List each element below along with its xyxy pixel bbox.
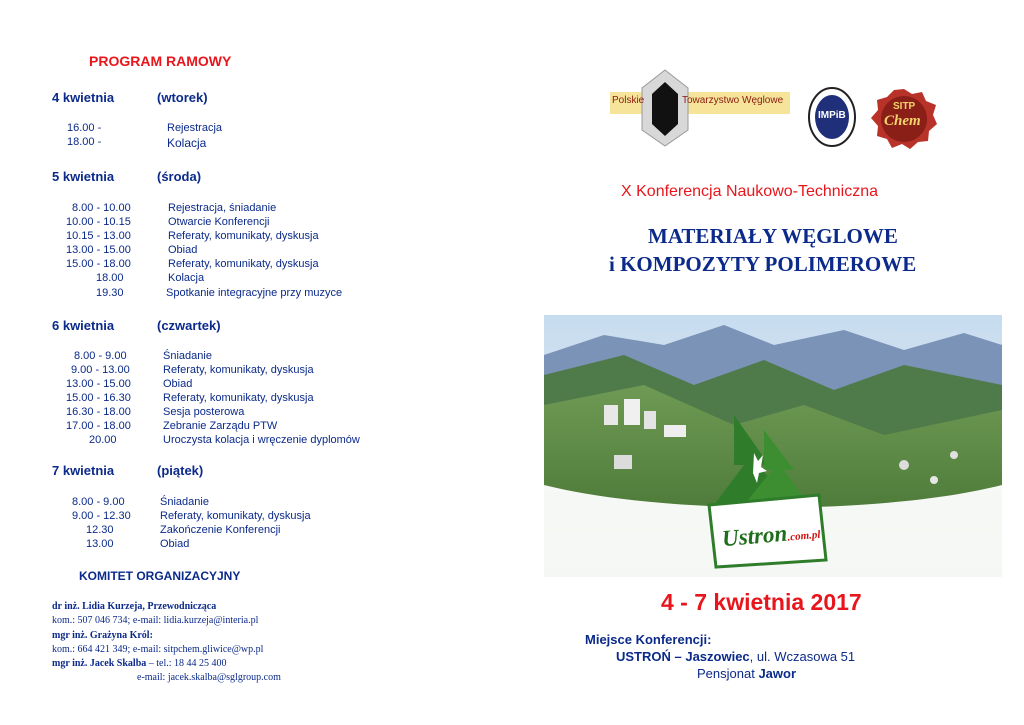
conference-title-line2: i KOMPOZYTY POLIMEROWE: [609, 252, 917, 276]
conference-subtitle: X Konferencja Naukowo-Techniczna: [621, 183, 879, 200]
day-3-date: 6 kwietnia: [52, 318, 115, 333]
impib-logo-text: IMPiB: [818, 110, 846, 121]
ptw-logo: [610, 68, 790, 148]
committee-contact: kom.: 664 421 349; e-mail: sitpchem.gliwice@wp.pl: [52, 644, 264, 655]
day-2-date: 5 kwietnia: [52, 169, 115, 184]
day-1-weekday: (wtorek): [157, 90, 208, 105]
chem-logo-text: Chem: [884, 113, 921, 129]
day-4-weekday: (piątek): [157, 463, 204, 478]
committee-member: mgr inż. Grażyna Król:: [52, 630, 153, 641]
day-3-weekday: (czwartek): [157, 318, 221, 333]
committee-contact: kom.: 507 046 734; e-mail: lidia.kurzeja@interia.pl: [52, 615, 259, 626]
day-1-date: 4 kwietnia: [52, 90, 115, 105]
program-title: PROGRAM RAMOWY: [89, 53, 232, 69]
committee-chair: dr inż. Lidia Kurzeja, Przewodnicząca: [52, 601, 217, 612]
committee-title: KOMITET ORGANIZACYJNY: [79, 569, 241, 583]
day-2-weekday: (środa): [157, 169, 202, 184]
venue-label: Miejsce Konferencji:: [585, 632, 712, 647]
ustron-badge-main: Ustron: [721, 520, 789, 552]
ustron-badge-suffix: .com.pl: [786, 528, 821, 544]
ptw-logo-text-right: Towarzystwo Węglowe: [682, 95, 784, 106]
sitp-chem-logo: [870, 88, 938, 150]
sitp-logo-text: SITP: [893, 101, 916, 112]
committee-member: mgr inż. Jacek Skalba – tel.: 18 44 25 400: [52, 658, 227, 669]
venue-guesthouse: Pensjonat Jawor: [697, 666, 797, 681]
conference-dates: 4 - 7 kwietnia 2017: [661, 589, 862, 615]
conference-title-line1: MATERIAŁY WĘGLOWE: [648, 224, 898, 248]
day-4-date: 7 kwietnia: [52, 463, 115, 478]
impib-logo: [808, 87, 856, 147]
ptw-logo-text-left: Polskie: [612, 95, 645, 106]
ustron-landscape-photo: [544, 315, 1002, 577]
venue-address: USTROŃ – Jaszowiec, ul. Wczasowa 51: [616, 649, 856, 664]
committee-contact: e-mail: jacek.skalba@sglgroup.com: [137, 672, 281, 683]
